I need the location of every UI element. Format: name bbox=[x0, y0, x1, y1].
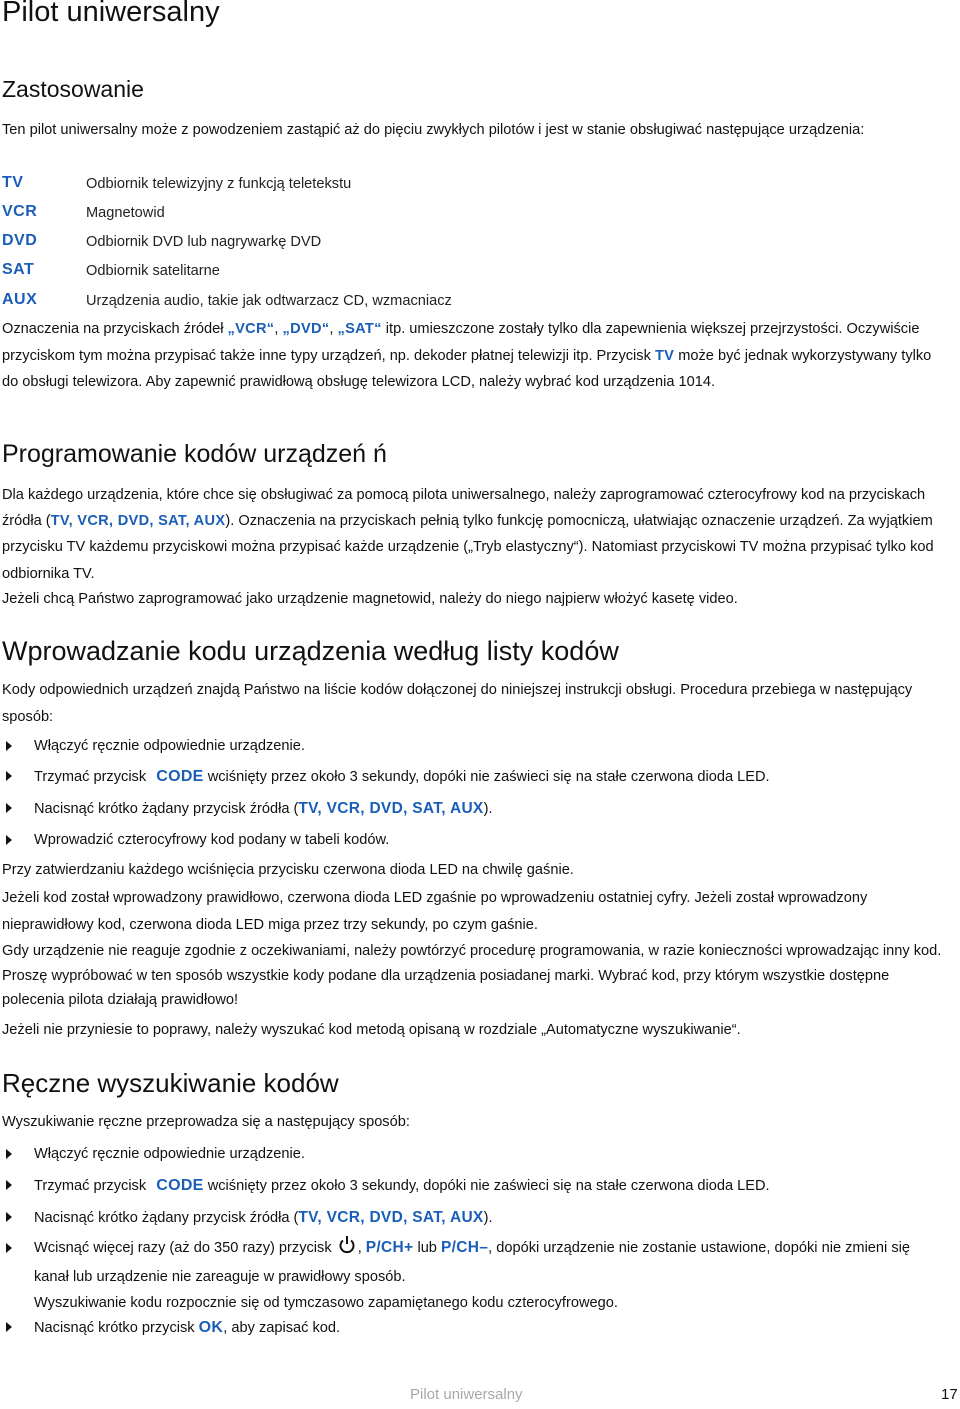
list-item: Trzymać przycisk CODE wciśnięty przez około 3 sekundy, dopóki nie zaświeci się na stałe czerwona dioda LED. bbox=[2, 1172, 947, 1200]
code-sat-inline: „SAT“ bbox=[337, 321, 382, 337]
ok-button-label: OK bbox=[198, 1319, 224, 1336]
source-codes-inline: TV, VCR, DVD, SAT, AUX bbox=[298, 1209, 484, 1226]
section4-intro: Wyszukiwanie ręczne przeprowadza się a następujący sposób: bbox=[2, 1114, 410, 1130]
device-code-vcr: VCR bbox=[2, 203, 38, 220]
bullet-arrow-icon bbox=[6, 835, 12, 845]
code-tv-inline: TV bbox=[654, 347, 675, 364]
bullet-arrow-icon bbox=[6, 771, 12, 781]
pch-plus-label: P/CH+ bbox=[365, 1239, 414, 1256]
page-number: 17 bbox=[941, 1386, 958, 1403]
pch-minus-label: P/CH– bbox=[440, 1239, 489, 1256]
source-buttons-note: Oznaczenia na przyciskach źródeł „VCR“, „DVD“, „SAT“ itp. umieszczone zostały tylko dla zapewnienia większej przejrzystości. Oczywiście przyciskom tym można przypisać także inne typy urządzeń, np. dekoder płatnej telewizji itp. Przycisk TV może być jednak wykorzystywany tylko do obsługi telewizora. Aby zapewnić prawidłową obsługę telewizora LCD, należy wybrać kod urządzenia 1014. bbox=[2, 321, 932, 390]
bullet-arrow-icon bbox=[6, 1243, 12, 1253]
list-item: Nacisnąć krótko żądany przycisk źródła (TV, VCR, DVD, SAT, AUX). bbox=[2, 1204, 947, 1232]
section3-para2: Jeżeli kod został wprowadzony prawidłowo, czerwona dioda LED zgaśnie po wprowadzeniu ostatniej cyfry. Jeżeli został wprowadzony nieprawidłowy kod, czerwona dioda LED miga przez trzy sekundy, po czym gaśnie. bbox=[2, 890, 868, 933]
section2-para1: Dla każdego urządzenia, które chce się obsługiwać za pomocą pilota uniwersalnego, należy zaprogramować czterocyfrowy kod na przyciskach źródła (TV, VCR, DVD, SAT, AUX). Oznaczenia na przyciskach pełnią tylko funkcję pomocniczą, ułatwiając oznaczenie urządzeń. Za wyjątkiem przycisku TV każdemu przyciskowi można przypisać każde urządzenie („Tryb elastyczny“). Natomiast przyciskowi TV można przypisać tylko kod odbiornika TV. bbox=[2, 487, 934, 582]
section3-intro: Kody odpowiednich urządzeń znajdą Państwo na liście kodów dołączonej do niniejszej instrukcji obsługi. Procedura przebiega w następujący sposób: bbox=[2, 682, 913, 725]
bullet-arrow-icon bbox=[6, 1212, 12, 1222]
section3-para1: Przy zatwierdzaniu każdego wciśnięcia przycisku czerwona dioda LED na chwilę gaśnie. bbox=[2, 862, 574, 878]
section2-para2: Jeżeli chcą Państwo zaprogramować jako urządzenie magnetowid, należy do niego najpierw włożyć kasetę video. bbox=[2, 591, 738, 607]
section-heading-programowanie: Programowanie kodów urządzeń ń bbox=[2, 440, 387, 468]
list-item: Nacisnąć krótko przycisk OK, aby zapisać kod. bbox=[2, 1314, 947, 1342]
source-codes-inline: TV, VCR, DVD, SAT, AUX bbox=[50, 513, 226, 530]
bullet-arrow-icon bbox=[6, 803, 12, 813]
list-item: Wprowadzić czterocyfrowy kod podany w tabeli kodów. bbox=[2, 827, 947, 854]
footer-title: Pilot uniwersalny bbox=[410, 1386, 523, 1403]
list-item: Nacisnąć krótko żądany przycisk źródła (TV, VCR, DVD, SAT, AUX). bbox=[2, 795, 947, 823]
section3-para4: Jeżeli nie przyniesie to poprawy, należy wyszukać kod metodą opisaną w rozdziale „Automatyczne wyszukiwanie“. bbox=[2, 1022, 741, 1038]
page-title: Pilot uniwersalny bbox=[2, 0, 220, 28]
code-dvd-inline: „DVD“ bbox=[282, 321, 330, 337]
list-item: Włączyć ręcznie odpowiednie urządzenie. bbox=[2, 1141, 947, 1168]
device-code-aux: AUX bbox=[2, 291, 38, 308]
bullet-arrow-icon bbox=[6, 1180, 12, 1190]
device-code-dvd: DVD bbox=[2, 232, 38, 249]
bullet-arrow-icon bbox=[6, 741, 12, 751]
power-icon bbox=[338, 1235, 356, 1264]
bullet-arrow-icon bbox=[6, 1149, 12, 1159]
section-heading-zastosowanie: Zastosowanie bbox=[2, 76, 144, 102]
list-item: Trzymać przycisk CODE wciśnięty przez około 3 sekundy, dopóki nie zaświeci się na stałe czerwona dioda LED. bbox=[2, 763, 947, 791]
section-heading-reczne: Ręczne wyszukiwanie kodów bbox=[2, 1068, 339, 1098]
bullet-arrow-icon bbox=[6, 1322, 12, 1332]
code-button-label: CODE bbox=[156, 1177, 204, 1194]
device-desc-dvd: Odbiornik DVD lub nagrywarkę DVD bbox=[86, 234, 322, 250]
section1-intro: Ten pilot uniwersalny może z powodzeniem zastąpić aż do pięciu zwykłych pilotów i jest w stanie obsługiwać następujące urządzenia: bbox=[2, 122, 865, 138]
device-desc-sat: Odbiornik satelitarne bbox=[86, 263, 220, 279]
list-item: Włączyć ręcznie odpowiednie urządzenie. bbox=[2, 733, 947, 760]
code-vcr-inline: „VCR“ bbox=[227, 321, 275, 337]
code-button-label: CODE bbox=[156, 768, 204, 785]
device-desc-tv: Odbiornik telewizyjny z funkcją teletekstu bbox=[86, 176, 352, 192]
device-code-sat: SAT bbox=[2, 261, 35, 278]
device-desc-vcr: Magnetowid bbox=[86, 205, 165, 221]
section-heading-wprowadzanie: Wprowadzanie kodu urządzenia według listy kodów bbox=[2, 636, 619, 666]
device-desc-aux: Urządzenia audio, takie jak odtwarzacz CD, wzmacniacz bbox=[86, 293, 452, 309]
list-item: Wcisnąć więcej razy (aż do 350 razy) przycisk , P/CH+ lub P/CH–, dopóki urządzenie nie zostanie ustawione, dopóki nie zmieni się kanał lub urządzenie nie zareaguje w prawidłowy sposób. Wyszukiwanie kodu rozpocznie się od tymczasowo zapamiętanego kodu czterocyfrowego. bbox=[2, 1235, 947, 1316]
source-codes-inline: TV, VCR, DVD, SAT, AUX bbox=[298, 800, 484, 817]
section3-para3: Gdy urządzenie nie reaguje zgodnie z oczekiwaniami, należy powtórzyć procedurę programowania, w razie konieczności wprowadzając inny kod. Proszę wypróbować w ten sposób wszystkie kody podane dla urządzenia posiadanej marki. Wybrać kod, przy którym wszystkie dostępne polecenia pilota działają prawidłowo! bbox=[2, 943, 942, 1008]
device-code-tv: TV bbox=[2, 174, 24, 191]
search-start-note: Wyszukiwanie kodu rozpocznie się od tymczasowo zapamiętanego kodu czterocyfrowego. bbox=[34, 1295, 618, 1311]
